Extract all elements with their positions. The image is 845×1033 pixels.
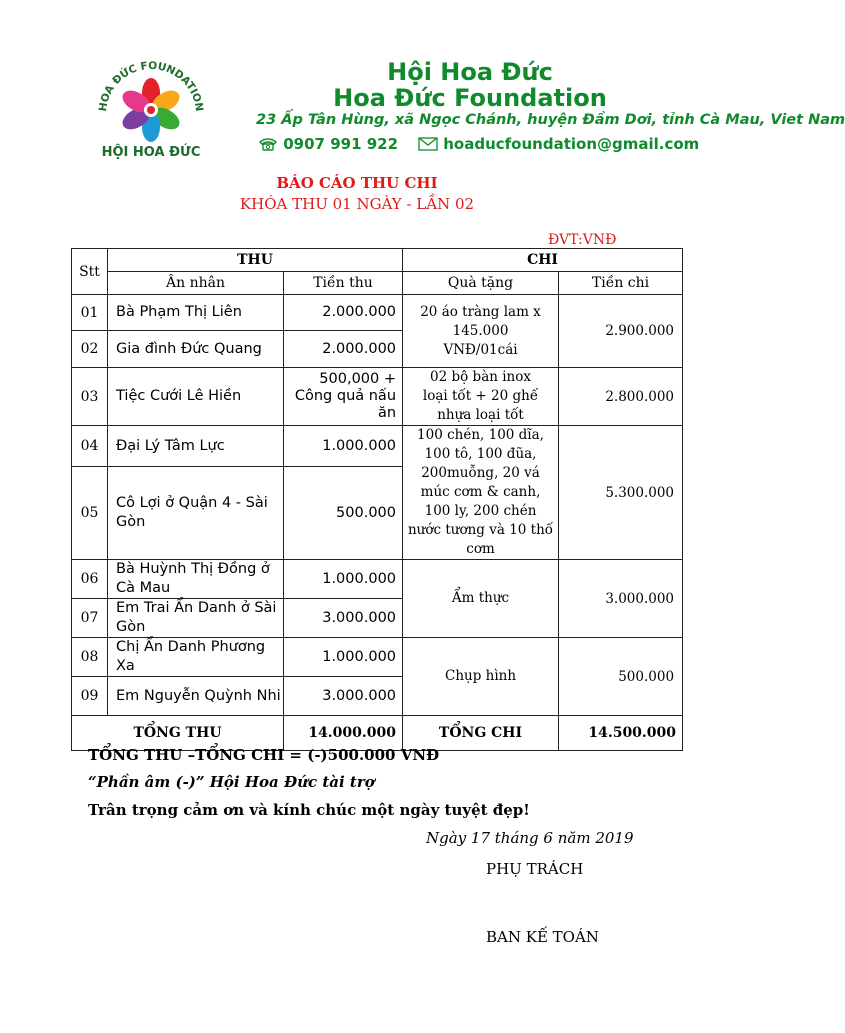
- row-stt: 04: [72, 426, 108, 467]
- row-donor: Em Nguyễn Quỳnh Nhi: [108, 677, 284, 716]
- org-name-en: Hoa Đức Foundation: [333, 84, 607, 112]
- header-income: Tiền thu: [284, 272, 403, 295]
- expense-spend: 2.800.000: [559, 368, 683, 426]
- header-spend: Tiền chi: [559, 272, 683, 295]
- sponsor-note: “Phần âm (-)” Hội Hoa Đức tài trợ: [88, 773, 375, 791]
- header-donor: Ân nhân: [108, 272, 284, 295]
- row-stt: 06: [72, 560, 108, 599]
- expense-spend: 2.900.000: [559, 295, 683, 368]
- expense-gift: 02 bộ bàn inox loại tốt + 20 ghế nhựa loại tốt: [403, 368, 559, 426]
- expense-gift: 100 chén, 100 dĩa, 100 tô, 100 đũa, 200muỗng, 20 vá múc cơm & canh, 100 ly, 200 chén nước tương và 10 thố cơm: [403, 426, 559, 560]
- envelope-icon: [418, 137, 438, 155]
- expense-spend: 3.000.000: [559, 560, 683, 638]
- row-income: 1.000.000: [284, 560, 403, 599]
- table-row: [72, 560, 683, 599]
- header-thu: THU: [108, 249, 403, 272]
- phone-number: 0907 991 922: [283, 135, 399, 153]
- table-row: [72, 295, 683, 331]
- row-income: 1.000.000: [284, 638, 403, 677]
- row-income: 3.000.000: [284, 599, 403, 638]
- row-income: 500,000 + Công quả nấu ăn: [284, 368, 403, 426]
- row-income: 2.000.000: [284, 295, 403, 331]
- row-income: 3.000.000: [284, 677, 403, 716]
- expense-gift: Ẩm thực: [403, 560, 559, 638]
- row-donor: Em Trai Ẩn Danh ở Sài Gòn: [108, 599, 284, 638]
- row-stt: 05: [72, 467, 108, 560]
- header-gift: Quà tặng: [403, 272, 559, 295]
- telephone-icon: [258, 136, 278, 156]
- total-spend-value: 14.500.000: [559, 716, 683, 751]
- row-donor: Chị Ẩn Danh Phương Xa: [108, 638, 284, 677]
- phone-contact: [258, 135, 398, 156]
- currency-unit: ĐVT:VNĐ: [548, 232, 617, 248]
- total-income-value: 14.000.000: [284, 716, 403, 751]
- report-subtitle: KHÓA THU 01 NGÀY - LẦN 02: [239, 195, 475, 213]
- logo-flower-icon: [119, 78, 183, 142]
- expense-spend: 5.300.000: [559, 426, 683, 560]
- row-income: 2.000.000: [284, 331, 403, 368]
- row-donor: Bà Phạm Thị Liên: [108, 295, 284, 331]
- header-stt: Stt: [72, 249, 108, 295]
- email-contact: [418, 135, 699, 155]
- signature-role: PHỤ TRÁCH: [486, 860, 584, 878]
- logo-bottom-text: HỘI HOA ĐỨC: [101, 145, 201, 160]
- org-address: 23 Ấp Tân Hùng, xã Ngọc Chánh, huyện Đầm Dơi, tỉnh Cà Mau, Viet Nam: [256, 112, 845, 128]
- row-income: 1.000.000: [284, 426, 403, 467]
- row-stt: 09: [72, 677, 108, 716]
- foundation-logo: [88, 52, 214, 170]
- org-name: Hội Hoa Đức: [387, 58, 553, 86]
- expense-gift: 20 áo tràng lam x 145.000 VNĐ/01cái: [403, 295, 559, 368]
- row-donor: Cô Lợi ở Quận 4 - Sài Gòn: [108, 467, 284, 560]
- report-date: Ngày 17 tháng 6 năm 2019: [426, 829, 634, 847]
- expense-gift: Chụp hình: [403, 638, 559, 716]
- total-income-label: TỔNG THU: [72, 716, 284, 751]
- row-stt: 02: [72, 331, 108, 368]
- balance-line: TỔNG THU –TỔNG CHI = (-)500.000 VNĐ: [88, 746, 440, 764]
- thanks-line: Trân trọng cảm ơn và kính chúc một ngày tuyệt đẹp!: [88, 801, 530, 819]
- expense-spend: 500.000: [559, 638, 683, 716]
- row-stt: 03: [72, 368, 108, 426]
- header-chi: CHI: [403, 249, 683, 272]
- logo-arc-text: HOA ĐỨC FOUNDATION: [96, 59, 206, 113]
- row-income: 500.000: [284, 467, 403, 560]
- row-stt: 08: [72, 638, 108, 677]
- table-row: [72, 368, 683, 426]
- total-spend-label: TỔNG CHI: [403, 716, 559, 751]
- table-row: [72, 638, 683, 677]
- email-address[interactable]: hoaducfoundation@gmail.com: [443, 135, 700, 153]
- row-donor: Bà Huỳnh Thị Đồng ở Cà Mau: [108, 560, 284, 599]
- income-expense-table: [71, 248, 683, 751]
- row-donor: Đại Lý Tâm Lực: [108, 426, 284, 467]
- signature-name: BAN KẾ TOÁN: [486, 928, 599, 946]
- row-stt: 07: [72, 599, 108, 638]
- table-row: [72, 426, 683, 467]
- row-donor: Tiệc Cưới Lê Hiền: [108, 368, 284, 426]
- row-donor: Gia đình Đức Quang: [108, 331, 284, 368]
- report-title: BÁO CÁO THU CHI: [276, 174, 438, 192]
- row-stt: 01: [72, 295, 108, 331]
